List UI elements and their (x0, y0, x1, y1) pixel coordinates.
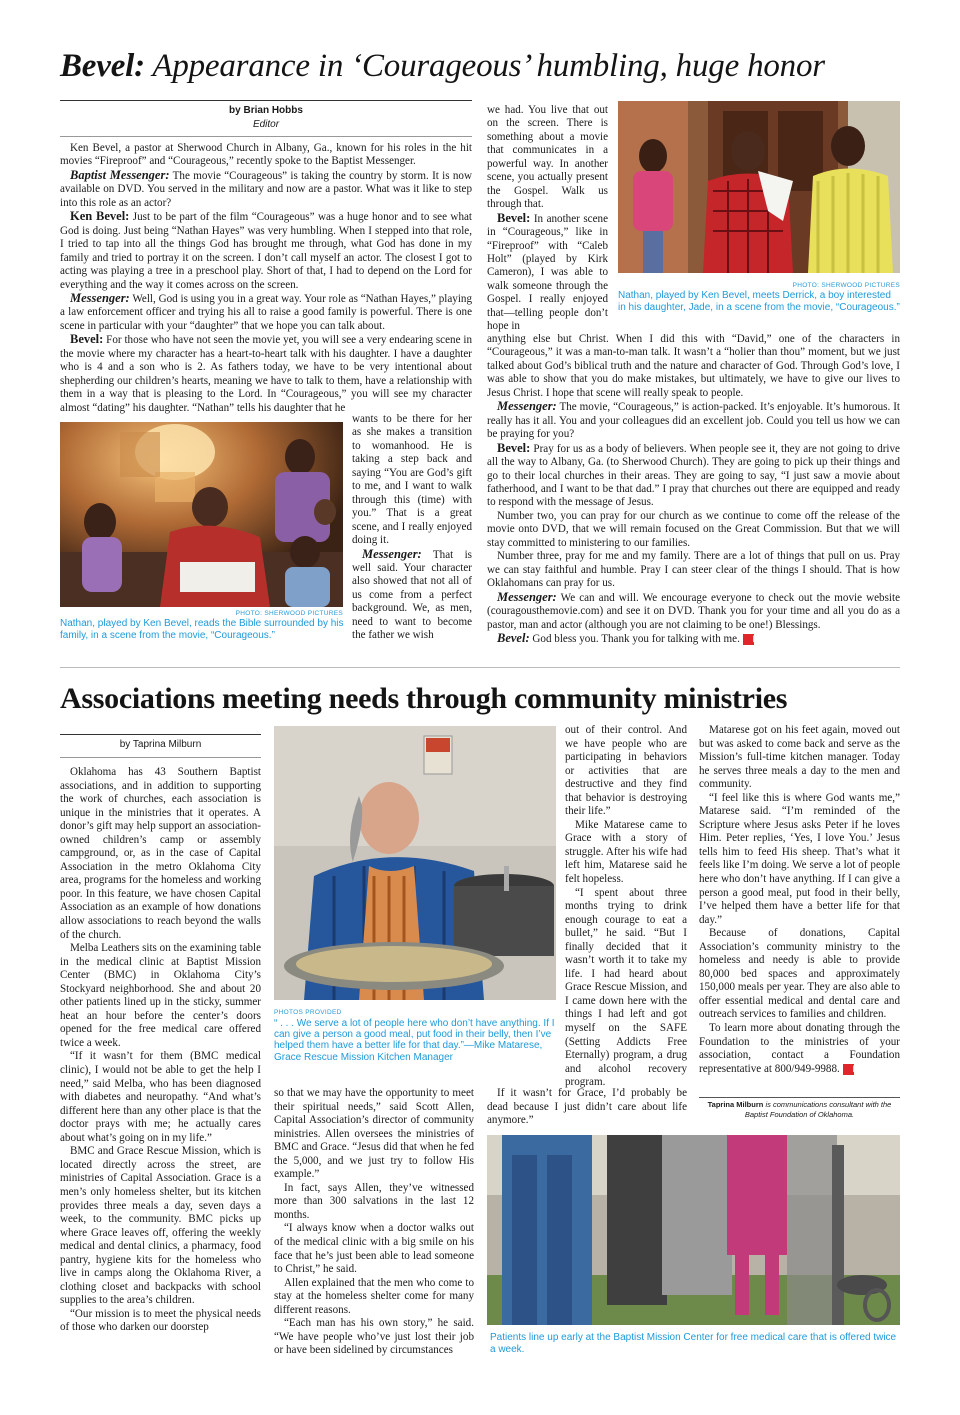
article2-col1 (60, 766, 261, 1335)
article2-col4 (699, 724, 900, 1076)
photo1-credit: PHOTO: SHERWOOD PICTURES (792, 282, 900, 289)
a5-paragraph: Bevel: God bless you. Thank you for talking with me. M (497, 630, 761, 645)
a4-p2-paragraph: Number two, you can pray for our church as we continue to come off the release of the movie onto DVD, that we will remain focused on the Great Commission. But that we will stay committed to ministering to our families. (487, 509, 900, 549)
a2c4-p4: To learn more about donating through the Foundation to the ministries of your association, contact a Foundation representative at 800/949-9988. M (699, 1022, 900, 1075)
article1-col2-narrow (487, 104, 608, 334)
a2c1-p3: “If it wasn’t for them (BMC medical clinic), I would not be able to get the help I need,” said Melba, who has been diagnosed with diabetes and neuropathy. “And what’s different here than any other place is that the doctor prays with me; he actually cares about what’s going on in my life.” (60, 1050, 261, 1144)
a2c1-p5: “Our mission is to meet the physical needs of those who darken our doorstep (60, 1307, 261, 1334)
a2c2-p5: “Each man has his own story,” he said. “We have people who’ve just lost their job or have been sidelined by circumstances (274, 1317, 474, 1357)
q2-paragraph: Messenger: Well, God is using you in a great way. Your role as “Nathan Hayes,” playing a law enforcement officer and trying his all to raise a good family is powerful. There is one scene in particular with your “daughter” that we hope you can talk about. (60, 290, 472, 332)
article2-byline-rule (60, 757, 261, 758)
article1-byline: by Brian Hobbs (229, 105, 303, 116)
a2-cont-paragraph: wants to be there for her as she makes a transition to womanhood. He is taking a step back and saying “You are God’s gift to me, and I want to walk through this (time) with you.” That is a great scene, and I really enjoyed doing it. (352, 413, 472, 547)
q5-paragraph: Messenger: We can and will. We encourage everyone to check out the movie website (couragousthemovie.com) and see it on DVD. Thank you for your time and all you do as a pastor, man and actor (although you are not claiming to be one!) Blessings. (487, 589, 900, 631)
photo3-caption: “ . . . We serve a lot of people here who don’t have anything. If I can give a person a good meal, put food in their belly, then I’ve helped them have a better life for that day.”—Mike Matarese, Grace Rescue Mission Kitchen Manager (274, 1018, 555, 1063)
a2c3-p1: out of their control. And we have people who are participating in behaviors or activities that are destructive and they find that behavior is destroying their life.” (565, 724, 687, 818)
a2-paragraph: Bevel: For those who have not seen the movie yet, you will see a very endearing scene in the movie where my character has a heart-to-heart talk with his daughter. I have a daughter who is 4 and a son who is 2. As fathers today, we have to be very intentional about shepherding our children’s hearts, meaning we have to talk to them, have a relationship with them in a way that is pleasing to the Lord. In “Courageous,” you will see my character almost “dating” his daughter. “Nathan” tells his daughter that he (60, 332, 472, 414)
article2-rule (60, 734, 261, 735)
article1-byline-title: Editor (252, 119, 280, 130)
family-bible-photo (60, 422, 343, 607)
author-note: Taprina Milburn is communications consultant with the Baptist Foundation of Oklahoma. (707, 1100, 892, 1119)
article1-byline-rule (60, 136, 472, 137)
article1-headline: Bevel: Appearance in ‘Courageous’ humbling, huge honor (60, 48, 825, 84)
a2c4-p3: Because of donations, Capital Association’s community ministry to the homeless and needy is able to provide 80,000 bed spaces and approximately 150,000 meals per year. They are also able to offer essential medical and dental care and outreach services to families and children. (699, 927, 900, 1021)
a2c4-p2: “I feel like this is where God wants me,” Matarese said. “I’m reminded of the Scripture where Jesus asks Peter if he loves Him. Peter replies, ‘Yes, I love You.’ Jesus tells him to feed His sheep. That’s what it feels like I’m doing. We serve a lot of people here who don’t have anything. If I can give a person a good meal, put food in their belly, I’ve helped them have a better life for that day.” (699, 791, 900, 926)
q3-paragraph: Messenger: That is well said. Your character also showed that not all of us come from a perfect background. We, as men, need to want to become the father we wish (352, 546, 472, 642)
photo2-caption: Nathan, played by Ken Bevel, reads the Bible surrounded by his family, in a scene from the movie, “Courageous.” (60, 618, 344, 641)
a2c3-p4: If it wasn’t for Grace, I’d probably be dead because I just didn’t care about life anymore.” (487, 1087, 687, 1127)
a2c3-p3: “I spent about three months trying to drink enough courage to eat a bullet,” he said. “But I finally decided that it wasn’t worth it to take my life. I had heard about Grace Rescue Mission, and I came down here with the things I had left and got myself on the SAFE (Setting Addicts Free Eternally) program, a drug and alcohol recovery program. (565, 886, 687, 1089)
a2c2-p1: so that we may have the opportunity to meet their spiritual needs,” said Scott Allen, Capital Association’s director of community ministries. Allen oversees the ministries of BMC and Grace. “Jesus did that when he fed the 5,000, and we just try to follow His example.” (274, 1087, 474, 1181)
kitchen-manager-photo (274, 726, 556, 1000)
nathan-derrick-photo (618, 101, 900, 273)
a2c2-p2: In fact, says Allen, they’ve witnessed more than 300 salvations in the last 12 months. (274, 1181, 474, 1221)
messenger-logo-icon: M (743, 634, 754, 645)
article1-col1 (60, 142, 472, 415)
article2-col3 (565, 724, 687, 1090)
article1-rule (60, 100, 472, 101)
article2-byline: by Taprina Milburn (119, 739, 202, 750)
article2-col3-bottom (487, 1087, 687, 1128)
a4-paragraph: Bevel: Pray for us as a body of believers. When people see it, they are not going to drive all the way to Albany, Ga. (to Sherwood Church). They are going to pick up their things and go to their local churches in their areas. They are going to say, “I just saw a movie about fatherhood, and I want to be that dad.” I pray that churches out there are equipped and ready to respond with the message of Jesus. (487, 440, 900, 509)
q1-paragraph: Baptist Messenger: The movie “Courageous” is taking the country by storm. It is now available on DVD. You served in the military and now are a pastor. What was it like to step into this role as an actor? (60, 167, 472, 209)
messenger-logo-icon: M (843, 1064, 854, 1075)
photo4-caption: Patients line up early at the Baptist Mission Center for free medical care that is offered twice a week. (490, 1332, 897, 1355)
article1-col2-wide (487, 333, 900, 646)
article2-headline: Associations meeting needs through community ministries (60, 682, 788, 715)
a2c1-p4: BMC and Grace Rescue Mission, which is located directly across the street, are ministries of Capital Association. Grace is a men’s only homeless shelter, but its kitchen provides three meals a day, seven days a week, to the community. BMC picks up where Grace leaves off, offering the weekly medical and dental clinics, a pharmacy, food pantry, hygiene kits for the homeless who live in camps along the Oklahoma River, a clothing closet and backpacks with school supplies to the area’s children. (60, 1145, 261, 1307)
photo1-caption: Nathan, played by Ken Bevel, meets Derrick, a boy interested in his daughter, Jade, in a scene from the movie, “Courageous.” (618, 290, 900, 313)
intro-paragraph: Ken Bevel, a pastor at Sherwood Church in Albany, Ga., known for his roles in the hit movies “Fireproof” and “Courageous,” recently spoke to the Baptist Messenger. (60, 142, 472, 168)
a2c1-p2: Melba Leathers sits on the examining table in the medical clinic at Baptist Mission Center (BMC) in Oklahoma City’s Stockyard neighborhood. She and about 20 other patients lined up in the sticky, summer heat an hour before the center’s doors opened for the free medical care offered twice a week. (60, 942, 262, 1049)
a2c2-p4: Allen explained that the men who come to stay at the homeless shelter come for many different reasons. (274, 1276, 474, 1316)
author-note-rule (699, 1097, 900, 1098)
article1-col1-narrow (352, 413, 472, 643)
article2-col2 (274, 1087, 474, 1358)
photo2-credit: PHOTO: SHERWOOD PICTURES (235, 610, 343, 617)
a4-p3-paragraph: Number three, pray for me and my family. There are a lot of things that pull on us. Pray we can stay faithful and humble. Pray I can steer clear of the things I should. That is how Oklahomans can pray for us. (487, 550, 900, 590)
a3-paragraph: Bevel: In another scene in “Courageous,” like in “Fireproof” with “Caleb Holt” (played by Kirk Cameron), I was able to walk someone through the Gospel. I really enjoyed that—telling people don’t hope in (487, 210, 608, 333)
a3-cont-paragraph: anything else but Christ. When I did this with “David,” one of the characters in “Courageous,” it was a man-to-man talk. It wasn’t a “holier than thou” moment, but we just talked about God’s biblical truth and the nature and character of God. Through God’s love, I was able to show that you do make mistakes, but ultimately, we have to give our lives to Jesus Christ. I hope that scene will really speak to people. (487, 333, 900, 399)
section-divider (60, 667, 900, 668)
a2c3-p2: Mike Matarese came to Grace with a story of struggle. After his wife had left him, Matarese said he felt hopeless. (565, 818, 687, 886)
patients-line-photo (487, 1135, 900, 1325)
a2c4-p1: Matarese got on his feet again, moved out but was asked to come back and serve as the Mission’s full-time kitchen manager. Today he serves three meals a day to the men and community. (699, 724, 900, 791)
a1-paragraph: Ken Bevel: Just to be part of the film “Courageous” was a huge honor and to see what God is doing. Just being “Nathan Hayes” was very humbling. When I stepped into that role, I tried to tap into all the things God has brought me through, what God has done in my family and tried to portray it on the screen. I don’t call myself an actor. The closest I got to acting was playing a tree in a preschool play. Short of that, I had to depend on the Lord for everything and the way it comes across on the screen. (60, 209, 472, 291)
photo3-credit: PHOTOS PROVIDED (274, 1009, 342, 1016)
a2c2-p3: “I always know when a doctor walks out of the medical clinic with a big smile on his face that he’s just been able to lead someone to Christ,” he said. (274, 1222, 474, 1276)
a2c1-p1: Oklahoma has 43 Southern Baptist associations, and in addition to supporting the work of churches, each association is unique in the ministries that it operates. A donor’s gift may help support an association-owned children’s camp or assembly campground, or, as in the case of Capital Association in the metro Oklahoma City area, programs for the homeless and working poor. In this feature, we have chosen Capital Association as an example of how donations allow associations to reach beyond the walls of the church. (60, 766, 261, 941)
q4-paragraph: Messenger: The movie, “Courageous,” is action-packed. It’s enjoyable. It’s humorous. It really has it all. You and your colleagues did an excellent job. Could you tell us how we can be praying for you? (487, 399, 900, 441)
col2-top-paragraph: we had. You live that out on the screen. There is something about a movie that communicates in a powerful way. In another scene, you actually present the Gospel. Walk us through that. (487, 104, 608, 211)
